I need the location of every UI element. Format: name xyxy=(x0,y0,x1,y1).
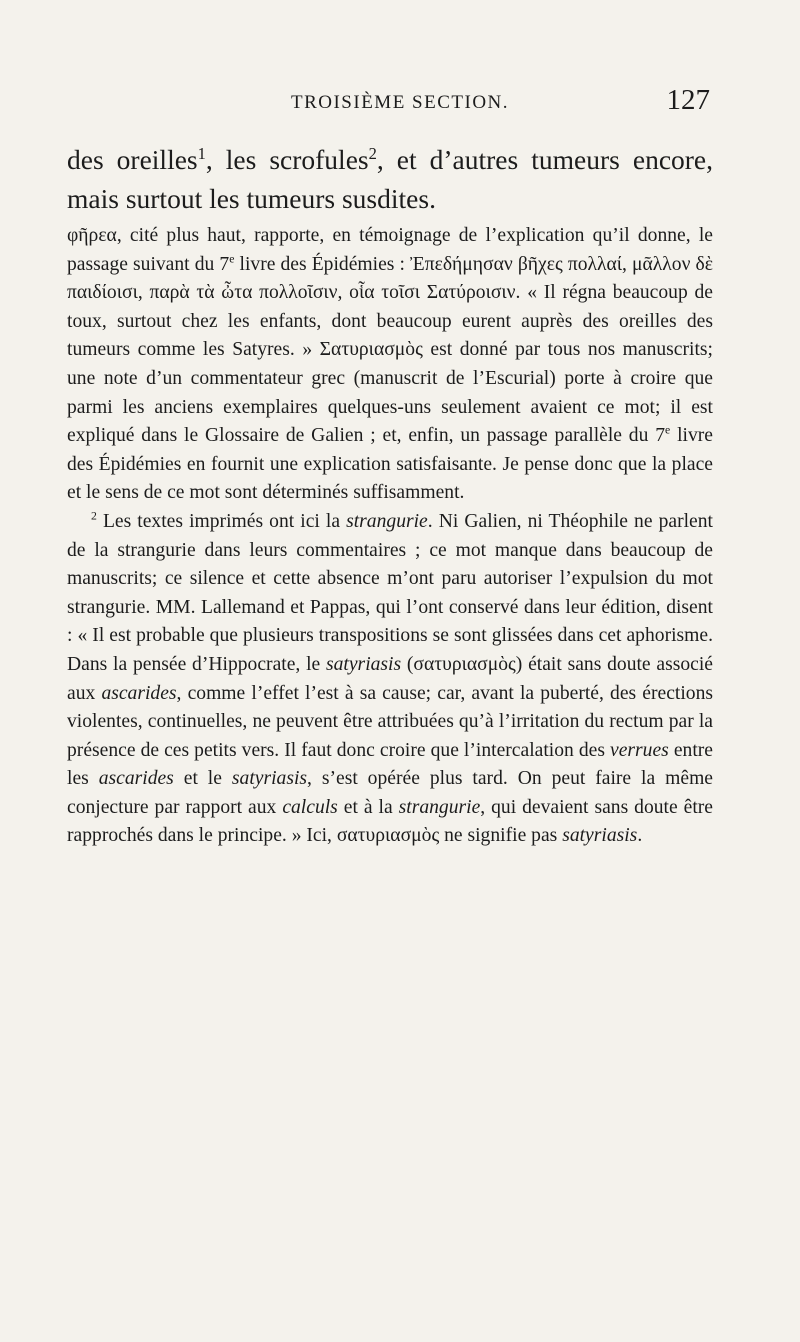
note2-text-4: , comme l’effet l’est à sa cause; car, avant la puberté, des érections violentes, continuelles, ne peuvent être attribuées qu’à l’irritation du rectum par la présence de ces petits vers. Il faut donc croire que l’intercalation des xyxy=(67,682,713,761)
note2-text-2: . Ni Galien, ni Théophile ne parlent de la strangurie dans leurs commentaires ; ce mot manque dans beaucoup de manuscrits; ce silence et cette absence m’ont paru autoriser l’expulsion du mot strangurie. MM. Lallemand et Pappas, qui l’ont conservé dans leur édition, disent : « Il est probable que plusieurs transpositions se sont glissées dans cet aphorisme. Dans la pensée d’Hippocrate, le xyxy=(67,510,713,675)
page-number: 127 xyxy=(666,84,710,116)
note2-text-5: entre les xyxy=(67,739,713,790)
section-title: TROISIÈME SECTION. xyxy=(290,92,510,113)
main-paragraph xyxy=(67,140,713,218)
note2-text-3: était sans doute associé aux xyxy=(67,653,713,704)
term-verrues: verrues xyxy=(610,739,669,761)
note2-text-6: et le xyxy=(173,768,232,790)
term-satyriasis-2: satyriasis xyxy=(231,768,308,790)
term-satyriasis-3: satyriasis xyxy=(562,825,638,847)
note1-text-1: , cité plus haut, rapporte, en témoignage de l’explication qu’il donne, le passage suivant du 7 xyxy=(67,225,713,275)
greek-term-2: σατυριασμὸς xyxy=(336,825,440,847)
greek-parenthetical: (σατυριασμὸς) xyxy=(406,653,523,675)
note2-text-11: . xyxy=(637,825,643,847)
greek-quote: Ἐπεδήμησαν βῆχες πολλαί, μᾶλλον δὲ παιδίοισι, παρὰ τὰ ὦτα πολλοῖσιν, οἷα τοῖσι Σατύροισιν. xyxy=(67,253,714,304)
note2-text-7: , s’est opérée plus tard. On peut faire la même conjecture par rapport aux xyxy=(67,768,714,818)
note2-text-1: Les textes imprimés ont ici la xyxy=(96,510,347,532)
term-strangurie: strangurie xyxy=(346,510,428,532)
note1-text-4: est donné par tous nos manuscrits; une note d’un commentateur grec (manuscrit de l’Escurial) porte à croire que parmi les anciens exemplaires quelques-uns seulement avaient ce mot; il est expliqué dans le Glossaire de Galien ; et, enfin, un passage parallèle du 7 xyxy=(67,339,713,447)
note1-text-3: « Il régna beaucoup de toux, surtout chez les enfants, dont beaucoup eurent auprès des oreilles des tumeurs comme les Satyres. » xyxy=(67,282,714,361)
footnote-1 xyxy=(67,222,713,508)
term-satyriasis-1: satyriasis xyxy=(326,653,402,675)
footnote-ref-1: 1 xyxy=(197,143,206,163)
main-text-1a: des oreilles xyxy=(67,144,198,175)
greek-term: Σατυριασμὸς xyxy=(319,339,423,361)
main-text-2: encore, mais surtout les tumeurs susdites. xyxy=(67,144,714,214)
footnote-2 xyxy=(67,508,713,851)
term-ascarides-1: ascarides xyxy=(101,682,177,704)
ordinal-marker-2: e xyxy=(665,423,671,437)
term-strangurie-2: strangurie xyxy=(398,796,481,818)
ordinal-marker: e xyxy=(229,252,235,266)
note1-text-2: livre des Épidémies : xyxy=(234,253,411,275)
note2-text-10: ne signifie pas xyxy=(439,825,563,847)
footnote-ref-2: 2 xyxy=(368,143,377,163)
term-calculs: calculs xyxy=(282,796,338,818)
note2-text-9: , qui devaient sans doute être rapprochés dans le principe. » Ici, xyxy=(67,796,714,847)
main-text-1c: , et d’autres tumeurs xyxy=(376,144,620,175)
note1-text-5: livre des Épidémies en fournit une explication satisfaisante. Je pense donc que la place et le sens de ce mot sont déterminés suffisamment. xyxy=(67,425,713,504)
term-ascarides-2: ascarides xyxy=(98,768,174,790)
note2-text-8: et à la xyxy=(337,796,399,818)
greek-word: φῆρεα xyxy=(67,225,117,246)
footnote-marker-2: 2 xyxy=(91,509,97,523)
body-text xyxy=(67,140,713,851)
main-text-1b: , les scrofules xyxy=(205,144,369,175)
running-head xyxy=(0,84,800,124)
